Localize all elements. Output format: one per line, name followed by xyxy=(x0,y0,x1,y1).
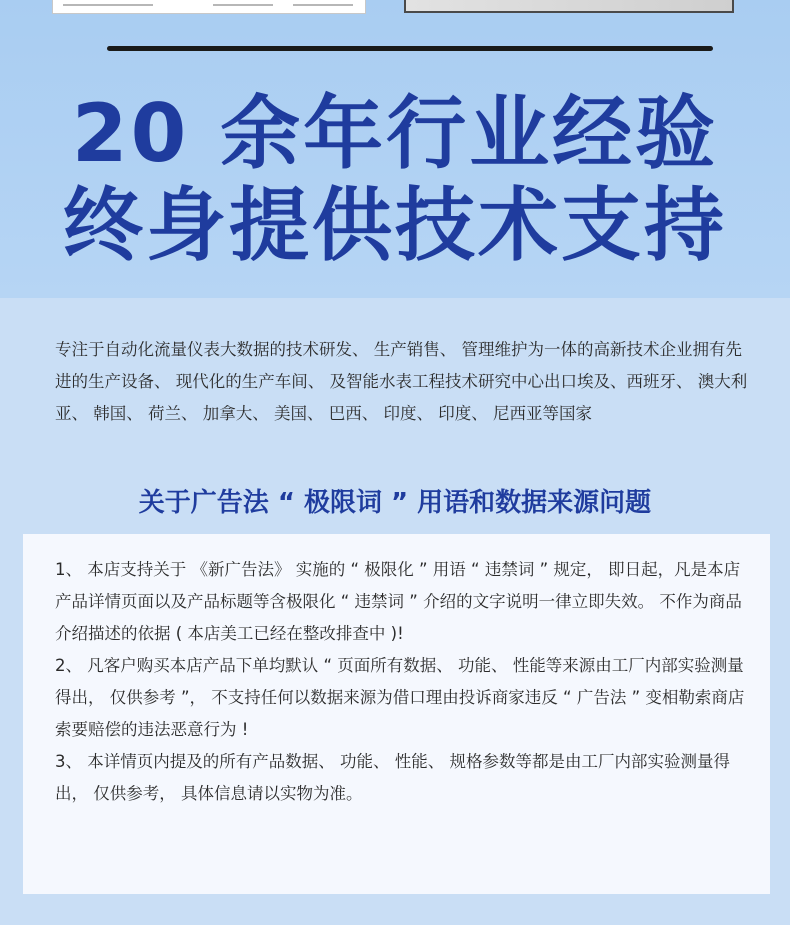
certificate-text-line xyxy=(63,4,153,6)
section-title: 关于广告法 “ 极限词 ” 用语和数据来源问题 xyxy=(138,488,652,518)
hero-banner xyxy=(0,0,790,298)
company-intro: 专注于自动化流量仪表大数据的技术研发、 生产销售、 管理维护为一体的高新技术企业拥有先进的生产设备、 现代化的生产车间、 及智能水表工程技术研究中心出口埃及、西班牙、 澳大利亚、 韩国、 荷兰、 加拿大、 美国、 巴西、 印度、 印度、 尼西亚等国家 xyxy=(55,340,748,423)
certificate-text-line xyxy=(213,4,273,6)
notice-panel xyxy=(23,534,770,894)
headline-experience: 20 余年行业经验 xyxy=(71,87,719,180)
certificate-image-right xyxy=(404,0,734,13)
notice-item-2: 2、 凡客户购买本店产品下单均默认 “ 页面所有数据、 功能、 性能等来源由工厂内部实验测量得出， 仅供参考 ”， 不支持任何以数据来源为借口理由投诉商家违反 “ 广告法 ” 变相勒索商店索要赔偿的违法恶意行为 ! xyxy=(55,656,745,739)
certificate-text-line xyxy=(293,4,353,6)
headline-support: 终身提供技术支持 xyxy=(63,179,727,272)
certificate-image-left xyxy=(52,0,366,14)
notice-item-1: 1、 本店支持关于 《新广告法》 实施的 “ 极限化 ” 用语 “ 违禁词 ” 规定， 即日起，凡是本店产品详情页面以及产品标题等含极限化 “ 违禁词 ” 介绍的文字说明一律立即失效。 不作为商品介绍描述的依据 ( 本店美工已经在整改排查中 )! xyxy=(55,560,742,643)
notice-item-3: 3、 本详情页内提及的所有产品数据、 功能、 性能、 规格参数等都是由工厂内部实验测量得出， 仅供参考， 具体信息请以实物为准。 xyxy=(55,752,730,803)
divider-line xyxy=(107,46,713,51)
